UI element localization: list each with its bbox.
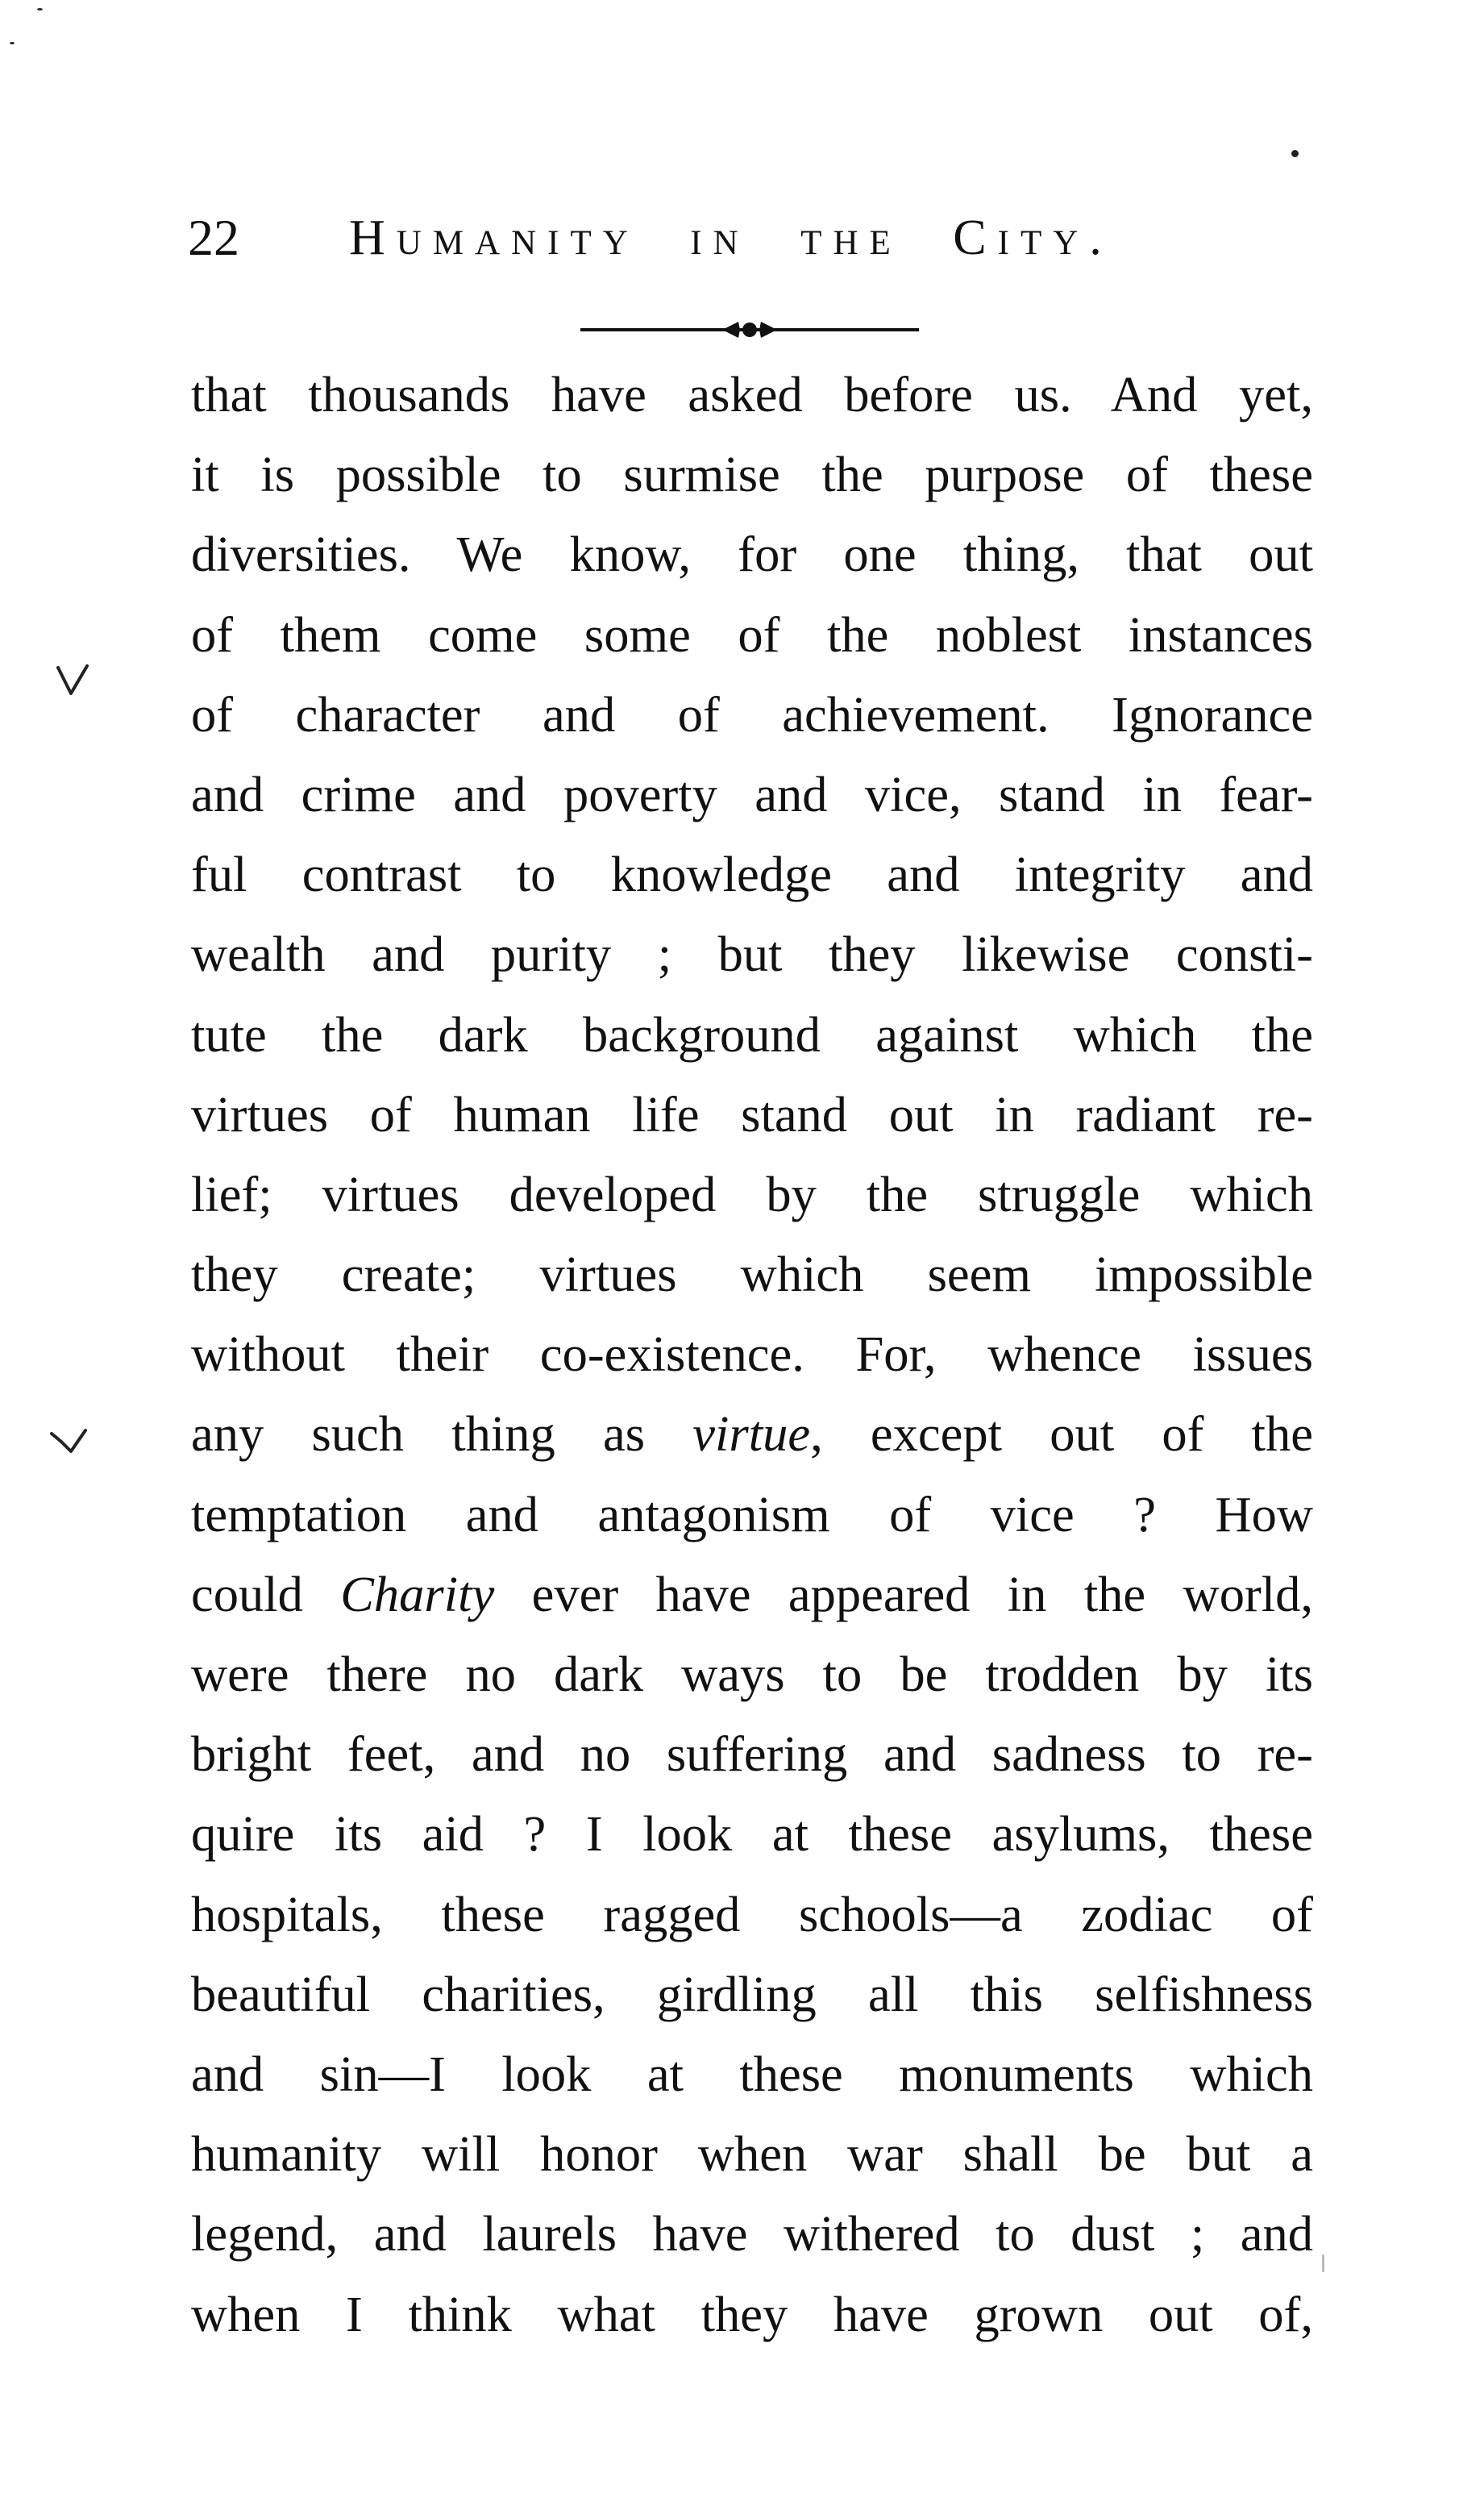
text-line xyxy=(191,995,1313,1075)
text-segment: quire its aid ? I look at these asylums, these xyxy=(191,1805,1313,1863)
margin-check-mark-icon xyxy=(52,660,100,700)
text-segment: they create; virtues which seem impossible xyxy=(191,1246,1313,1303)
italic-word-charity: Charity xyxy=(340,1565,495,1622)
text-segment: bright feet, and no suffering and sadness to re- xyxy=(191,1725,1313,1783)
text-line xyxy=(191,2275,1313,2354)
scan-speck xyxy=(1322,2254,1324,2272)
text-line xyxy=(191,1234,1313,1314)
text-segment: hospitals, these ragged schools—a zodiac of xyxy=(191,1885,1313,1942)
text-segment: of character and of achievement. Ignorance xyxy=(191,685,1313,743)
scan-speck xyxy=(10,42,15,44)
scan-speck xyxy=(37,8,43,10)
text-segment: virtues of human life stand out in radiant re- xyxy=(191,1085,1313,1143)
text-segment: were there no dark ways to be trodden by its xyxy=(191,1646,1313,1702)
text-line xyxy=(191,435,1313,514)
text-line xyxy=(191,1075,1313,1155)
text-segment: ful contrast to knowledge and integrity and xyxy=(191,846,1313,903)
text-line xyxy=(191,1714,1313,1794)
text-segment: any such thing as xyxy=(191,1405,693,1463)
text-line xyxy=(191,1155,1313,1234)
text-segment: of them come some of the noblest instances xyxy=(191,606,1313,663)
text-segment: when I think what they have grown out of, xyxy=(191,2285,1313,2342)
text-segment: beautiful charities, girdling all this selfishness xyxy=(191,1965,1313,2022)
text-line xyxy=(191,1954,1313,2034)
running-header xyxy=(188,206,1308,278)
text-segment: could xyxy=(191,1565,341,1622)
italic-word-virtue: virtue xyxy=(692,1405,811,1463)
text-line xyxy=(191,1555,1313,1634)
text-line xyxy=(191,595,1313,675)
text-segment: ever have appeared in the world, xyxy=(494,1565,1313,1622)
text-line xyxy=(191,835,1313,914)
text-line xyxy=(191,2194,1313,2274)
text-line xyxy=(191,514,1313,594)
text-segment: that thousands have asked before us. And yet, xyxy=(191,366,1313,423)
text-line xyxy=(191,914,1313,994)
running-title: Humanity in the City. xyxy=(349,210,1113,265)
text-line xyxy=(191,675,1313,755)
text-segment: temptation and antagonism of vice ? How xyxy=(191,1485,1313,1542)
text-segment: diversities. We know, for one thing, that out xyxy=(191,526,1313,583)
scan-speck xyxy=(1291,150,1299,157)
text-segment: it is possible to surmise the purpose of these xyxy=(191,446,1313,503)
text-line xyxy=(191,1875,1313,1954)
text-line xyxy=(191,1314,1313,1394)
text-line xyxy=(191,1475,1313,1555)
text-segment: without their co-existence. For, whence issues xyxy=(191,1326,1313,1383)
text-segment: humanity will honor when war shall be but a xyxy=(191,2125,1313,2183)
body-text xyxy=(191,355,1313,2354)
margin-check-mark-icon xyxy=(48,1427,97,1467)
text-line xyxy=(191,355,1313,435)
text-segment: and sin—I look at these monuments which xyxy=(191,2045,1313,2102)
text-line xyxy=(191,2034,1313,2114)
page-number: 22 xyxy=(188,209,239,266)
text-line xyxy=(191,755,1313,835)
text-segment: tute the dark background against which the xyxy=(191,1005,1313,1063)
header-ornament-rule xyxy=(580,316,919,343)
text-line xyxy=(191,1634,1313,1714)
text-line xyxy=(191,1794,1313,1874)
text-segment: wealth and purity ; but they likewise consti- xyxy=(191,926,1313,983)
text-segment: , except out of the xyxy=(810,1405,1313,1463)
text-line xyxy=(191,2114,1313,2194)
text-segment: legend, and laurels have withered to dust ; and xyxy=(191,2205,1313,2262)
text-segment: and crime and poverty and vice, stand in fear- xyxy=(191,765,1313,822)
text-line xyxy=(191,1394,1313,1474)
text-segment: lief; virtues developed by the struggle which xyxy=(191,1165,1313,1222)
